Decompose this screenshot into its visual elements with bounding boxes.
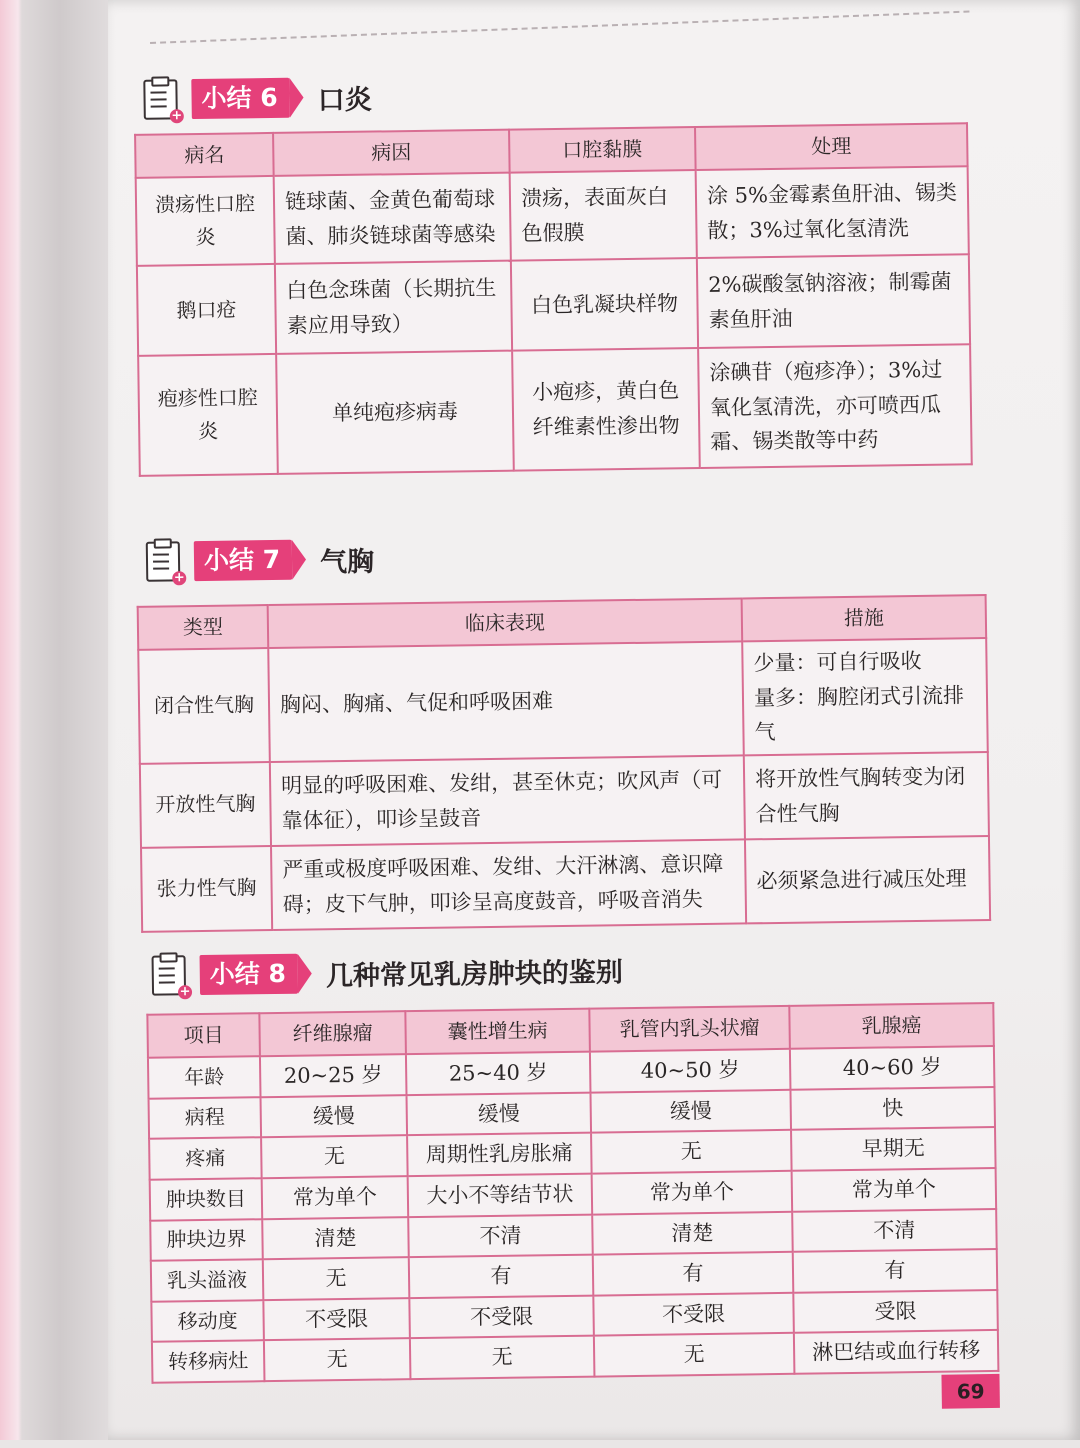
header-cell: 类型 (138, 605, 269, 650)
header-cell: 临床表现 (268, 598, 743, 648)
clipboard-icon: + (143, 79, 178, 119)
header-cell: 乳腺癌 (789, 1003, 994, 1049)
comparison-cell: 周期性乳房胀痛 (407, 1133, 592, 1176)
comparison-cell: 缓慢 (261, 1095, 408, 1138)
header-cell: 措施 (742, 595, 987, 641)
comparison-cell: 常为单个 (592, 1171, 793, 1214)
pneumothorax-table (137, 594, 991, 933)
header-cell: 处理 (695, 123, 968, 170)
section-tag: 小结 6 (191, 78, 290, 119)
comparison-cell: 无 (594, 1333, 795, 1376)
row-label: 肿块数目 (150, 1178, 263, 1220)
disease-name: 鹅口疮 (137, 264, 276, 356)
table-row (138, 344, 972, 476)
comparison-cell: 无 (261, 1135, 408, 1178)
comparison-cell: 不受限 (593, 1293, 794, 1336)
type-cell: 开放性气胸 (140, 762, 271, 848)
mucosa-cell: 小疱疹，黄白色纤维素性渗出物 (512, 348, 700, 471)
mucosa-cell: 溃疡，表面灰白色假膜 (510, 170, 697, 261)
row-label: 乳头溢液 (151, 1259, 264, 1301)
section-title: 气胸 (319, 546, 375, 578)
comparison-cell: 受限 (793, 1290, 998, 1333)
comparison-cell: 常为单个 (262, 1176, 409, 1219)
disease-name: 疱疹性口腔炎 (138, 354, 278, 476)
comparison-cell: 清楚 (592, 1211, 793, 1254)
treatment-cell: 涂 5%金霉素鱼肝油、锡类散；3%过氧化氢清洗 (696, 166, 969, 258)
comparison-cell: 快 (790, 1087, 995, 1130)
row-label: 疼痛 (149, 1137, 262, 1179)
header-cell: 项目 (147, 1013, 260, 1058)
disease-name: 溃疡性口腔炎 (136, 176, 275, 266)
comparison-cell: 大小不等结节状 (408, 1174, 593, 1217)
comparison-cell: 不受限 (263, 1298, 410, 1341)
comparison-cell: 有 (593, 1252, 794, 1295)
type-cell: 张力性气胸 (141, 846, 272, 932)
table-row (138, 638, 988, 764)
comparison-cell: 清楚 (262, 1217, 409, 1260)
row-label: 移动度 (151, 1300, 264, 1342)
section-tag: 小结 7 (194, 540, 293, 581)
section-8-header (152, 949, 624, 1000)
comparison-cell: 40~60 岁 (790, 1046, 995, 1089)
cause-cell: 白色念珠菌（长期抗生素应用导致） (275, 261, 512, 354)
row-label: 转移病灶 (152, 1341, 265, 1383)
comparison-cell: 无 (264, 1339, 411, 1382)
page-number: 69 (941, 1374, 999, 1409)
comparison-cell: 常为单个 (792, 1168, 997, 1211)
table-row (140, 752, 989, 848)
cause-cell: 链球菌、金黄色葡萄球菌、肺炎链球菌等感染 (274, 173, 511, 264)
comparison-cell: 无 (591, 1130, 792, 1173)
row-label: 肿块边界 (150, 1219, 263, 1261)
comparison-cell: 不受限 (409, 1295, 594, 1338)
row-label: 年龄 (148, 1056, 261, 1098)
header-cell: 口腔黏膜 (509, 127, 696, 173)
header-cell: 病因 (273, 130, 510, 176)
row-label: 病程 (149, 1097, 262, 1139)
section-title: 几种常见乳房肿块的鉴别 (325, 956, 624, 992)
comparison-cell: 不清 (408, 1214, 593, 1257)
comparison-cell: 早期无 (791, 1127, 996, 1170)
header-cell: 病名 (135, 133, 274, 178)
section-title: 口炎 (317, 84, 372, 116)
measure-cell: 将开放性气胸转变为闭合性气胸 (744, 752, 989, 839)
table-row (136, 166, 969, 266)
comparison-cell: 不清 (792, 1209, 997, 1252)
header-cell: 乳管内乳头状瘤 (589, 1006, 790, 1052)
comparison-cell: 无 (263, 1257, 410, 1300)
comparison-cell: 40~50 岁 (590, 1049, 791, 1092)
treatment-cell: 涂碘苷（疱疹净）；3%过氧化氢清洗，亦可喷西瓜霜、锡类散等中药 (698, 344, 972, 468)
comparison-cell: 缓慢 (590, 1089, 791, 1132)
manifestation-cell: 严重或极度呼吸困难、发绀、大汗淋漓、意识障碍；皮下气肿，叩诊呈高度鼓音，呼吸音消失 (271, 839, 746, 930)
comparison-cell: 有 (409, 1255, 594, 1298)
comparison-cell: 20~25 岁 (260, 1054, 407, 1097)
clipboard-icon: + (152, 955, 187, 995)
table-row (141, 836, 990, 932)
header-cell: 纤维腺瘤 (259, 1011, 406, 1056)
section-6-header (143, 77, 372, 124)
header-cell: 囊性增生病 (405, 1009, 590, 1055)
manifestation-cell: 明显的呼吸困难、发绀，甚至休克；吹风声（可靠体征），叩诊呈鼓音 (270, 755, 745, 846)
comparison-cell: 无 (410, 1336, 595, 1379)
type-cell: 闭合性气胸 (138, 648, 270, 764)
cause-cell: 单纯疱疹病毒 (276, 351, 514, 474)
comparison-cell: 有 (793, 1249, 998, 1292)
measure-cell: 少量：可自行吸收 量多：胸腔闭式引流排气 (742, 638, 988, 755)
table-row (137, 254, 970, 356)
comparison-cell: 25~40 岁 (406, 1052, 591, 1095)
measure-cell: 必须紧急进行减压处理 (745, 836, 990, 923)
mucosa-cell: 白色乳凝块样物 (511, 258, 698, 351)
section-tag: 小结 8 (200, 954, 299, 995)
section-7-header (146, 539, 375, 586)
stomatitis-table (134, 122, 973, 477)
comparison-cell: 缓慢 (406, 1092, 591, 1135)
comparison-cell: 淋巴结或血行转移 (794, 1330, 999, 1373)
manifestation-cell: 胸闷、胸痛、气促和呼吸困难 (268, 641, 744, 762)
breast-mass-table (146, 1002, 999, 1384)
clipboard-icon: + (146, 541, 181, 581)
treatment-cell: 2%碳酸氢钠溶液；制霉菌素鱼肝油 (697, 254, 970, 348)
